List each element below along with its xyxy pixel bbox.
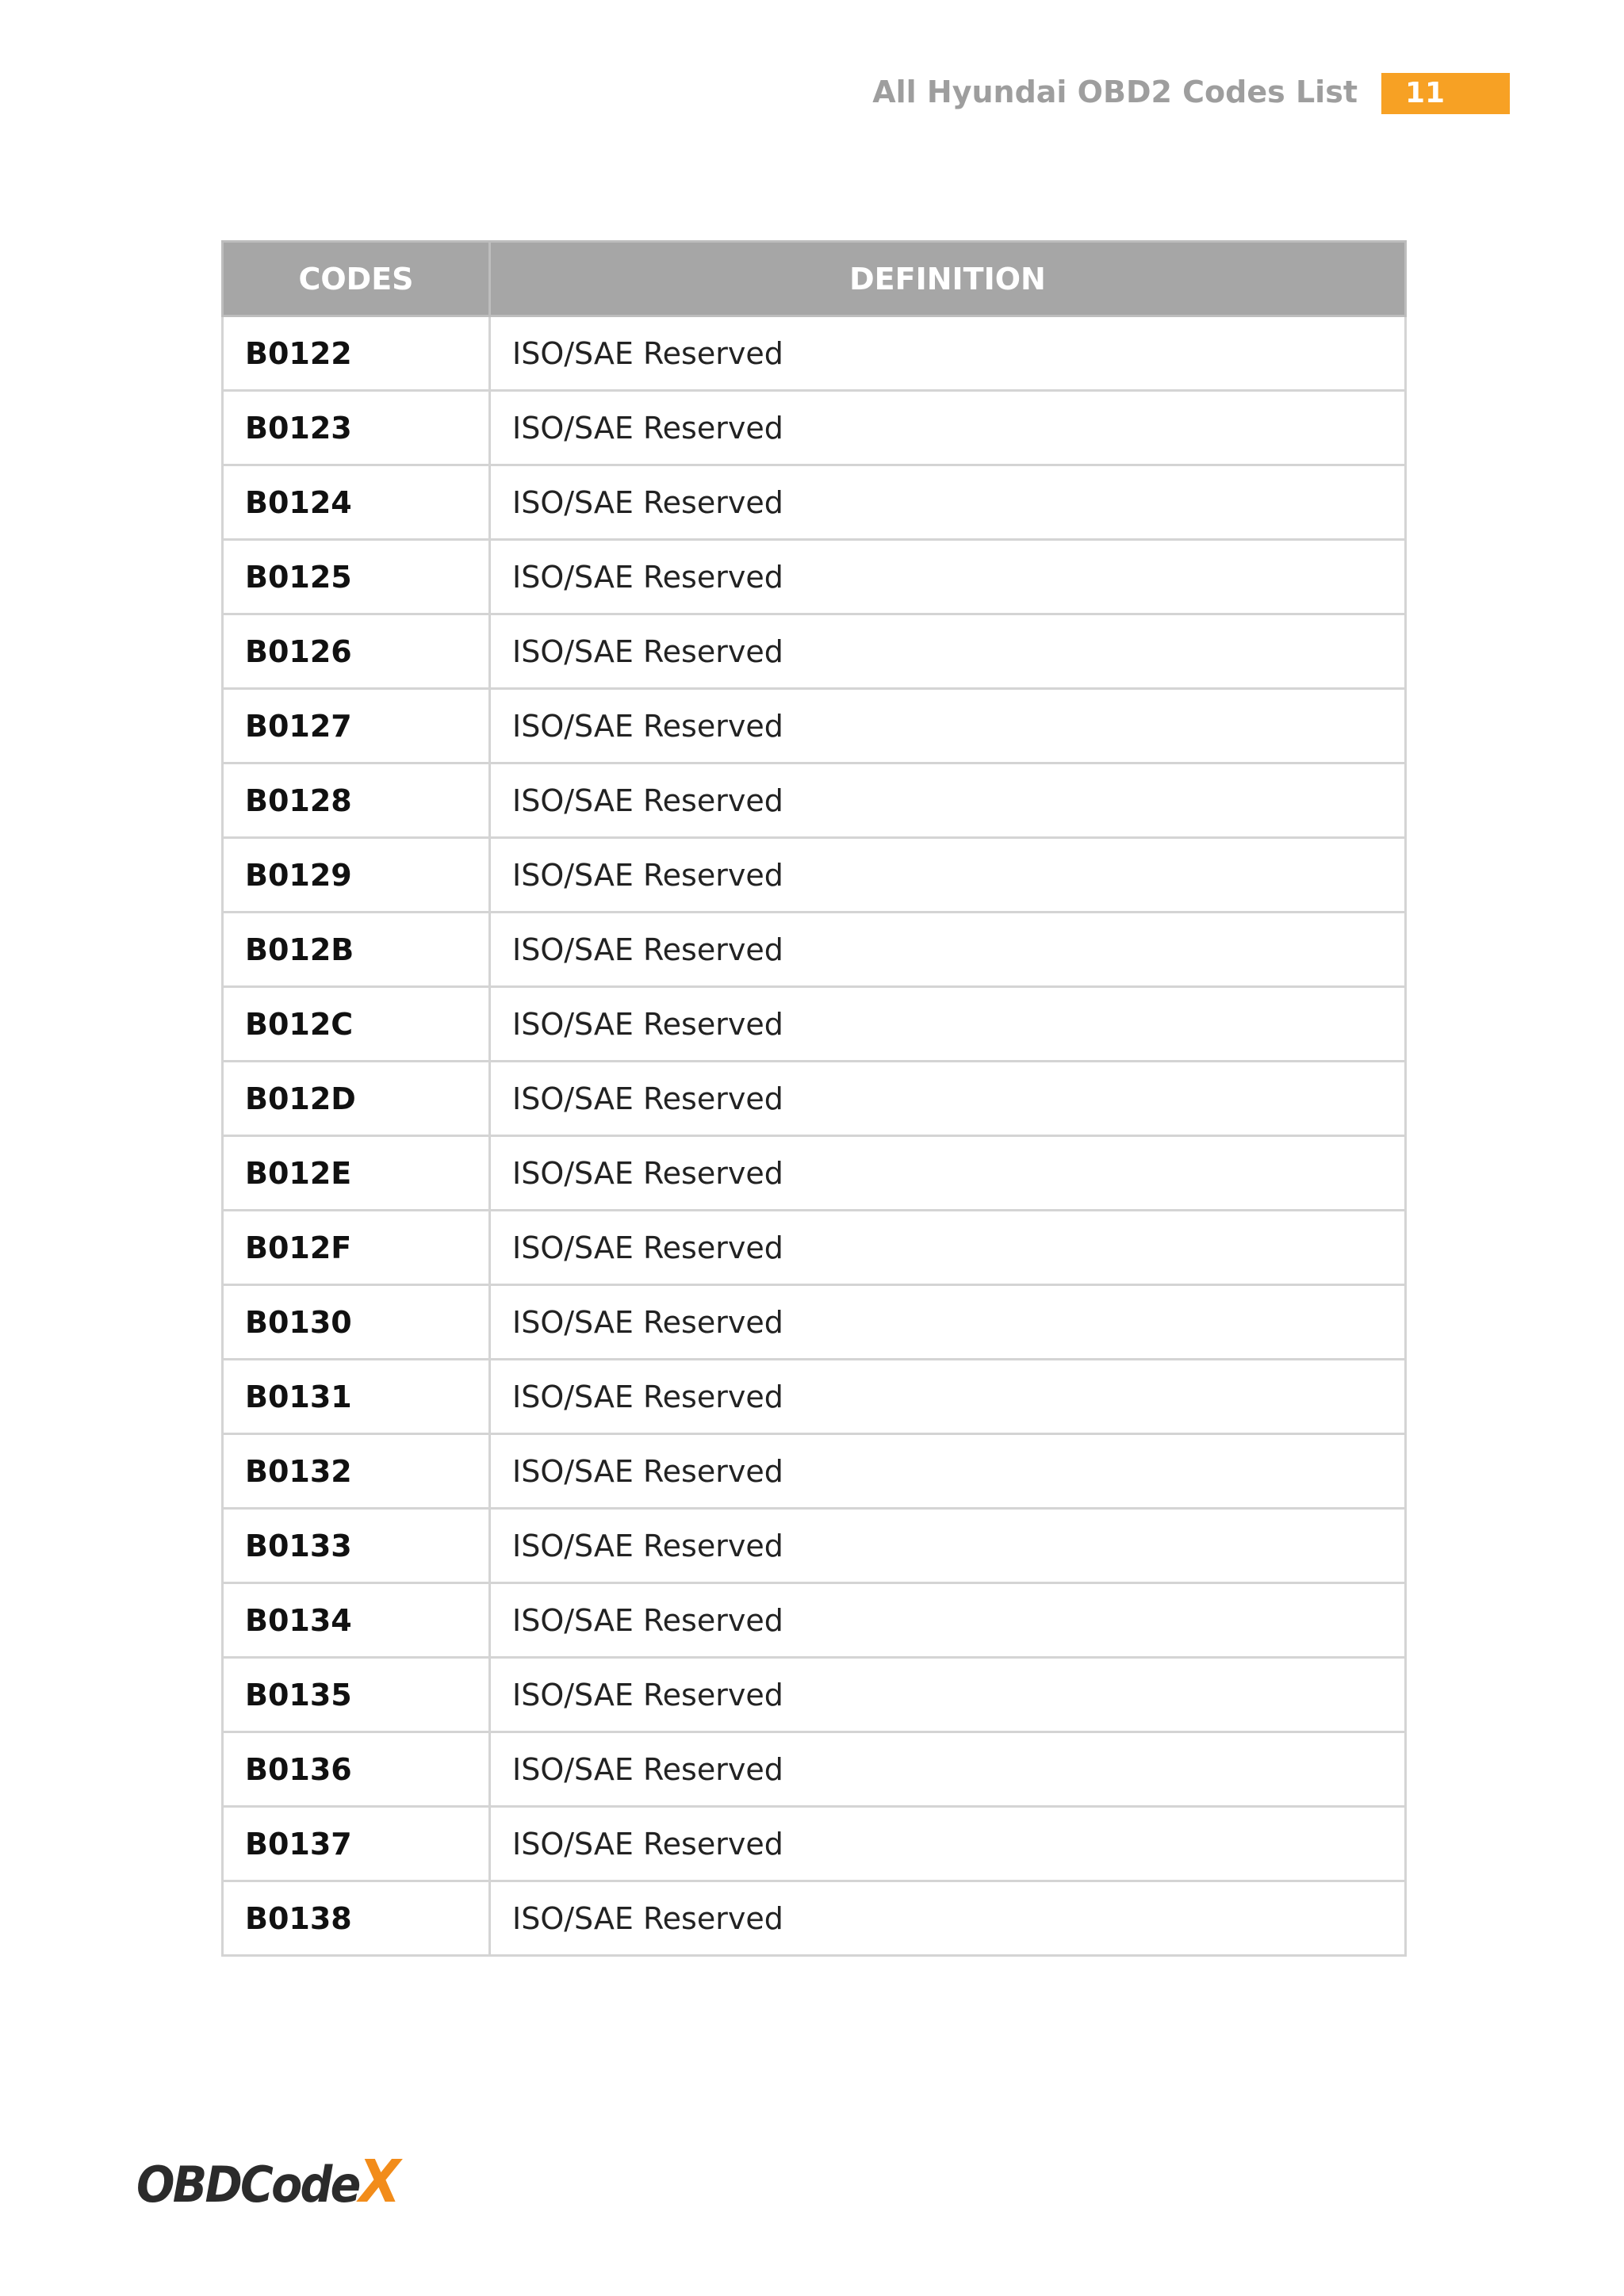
code-cell: B0131 — [223, 1360, 490, 1434]
code-cell: B0137 — [223, 1807, 490, 1881]
definition-cell: ISO/SAE Reserved — [490, 540, 1406, 614]
table-row — [223, 1509, 1406, 1583]
code-cell: B012C — [223, 987, 490, 1062]
definition-cell: ISO/SAE Reserved — [490, 1062, 1406, 1136]
table-row — [223, 1062, 1406, 1136]
table-row — [223, 1881, 1406, 1956]
document-title: All Hyundai OBD2 Codes List — [872, 75, 1358, 109]
code-cell: B0133 — [223, 1509, 490, 1583]
definition-cell: ISO/SAE Reserved — [490, 1509, 1406, 1583]
table-row — [223, 1136, 1406, 1211]
definition-cell: ISO/SAE Reserved — [490, 1285, 1406, 1360]
code-cell: B012D — [223, 1062, 490, 1136]
definition-cell: ISO/SAE Reserved — [490, 1881, 1406, 1956]
definition-cell: ISO/SAE Reserved — [490, 316, 1406, 391]
code-cell: B0135 — [223, 1658, 490, 1732]
table-row — [223, 1211, 1406, 1285]
table-row — [223, 391, 1406, 465]
table-row — [223, 987, 1406, 1062]
definition-cell: ISO/SAE Reserved — [490, 987, 1406, 1062]
code-cell: B012F — [223, 1211, 490, 1285]
code-cell: B0128 — [223, 763, 490, 838]
code-cell: B0126 — [223, 614, 490, 689]
definition-cell: ISO/SAE Reserved — [490, 1136, 1406, 1211]
codes-table — [221, 240, 1407, 1957]
obdcodex-logo — [136, 2148, 399, 2216]
definition-cell: ISO/SAE Reserved — [490, 465, 1406, 540]
table-row — [223, 540, 1406, 614]
code-cell: B0125 — [223, 540, 490, 614]
table-header-row — [223, 242, 1406, 316]
definition-cell: ISO/SAE Reserved — [490, 838, 1406, 913]
code-cell: B0122 — [223, 316, 490, 391]
definition-cell: ISO/SAE Reserved — [490, 763, 1406, 838]
table-row — [223, 1285, 1406, 1360]
code-cell: B012B — [223, 913, 490, 987]
definition-cell: ISO/SAE Reserved — [490, 391, 1406, 465]
code-cell: B0132 — [223, 1434, 490, 1509]
code-cell: B0130 — [223, 1285, 490, 1360]
code-cell: B0124 — [223, 465, 490, 540]
code-cell: B0138 — [223, 1881, 490, 1956]
code-cell: B0123 — [223, 391, 490, 465]
table-row — [223, 838, 1406, 913]
table-row — [223, 913, 1406, 987]
table-row — [223, 316, 1406, 391]
definition-cell: ISO/SAE Reserved — [490, 1434, 1406, 1509]
code-cell: B012E — [223, 1136, 490, 1211]
definition-cell: ISO/SAE Reserved — [490, 1360, 1406, 1434]
logo-main-text: OBDCode — [136, 2156, 359, 2214]
code-cell: B0134 — [223, 1583, 490, 1658]
page-header — [0, 68, 1624, 116]
code-cell: B0129 — [223, 838, 490, 913]
definition-cell: ISO/SAE Reserved — [490, 1658, 1406, 1732]
table-row — [223, 763, 1406, 838]
table-row — [223, 1434, 1406, 1509]
table-row — [223, 614, 1406, 689]
column-header-definition: DEFINITION — [490, 242, 1406, 316]
definition-cell: ISO/SAE Reserved — [490, 614, 1406, 689]
definition-cell: ISO/SAE Reserved — [490, 913, 1406, 987]
table-row — [223, 1658, 1406, 1732]
table-row — [223, 1807, 1406, 1881]
logo-wordmark — [136, 2150, 398, 2217]
table-body — [223, 316, 1406, 1956]
table-row — [223, 689, 1406, 763]
table-row — [223, 1360, 1406, 1434]
definition-cell: ISO/SAE Reserved — [490, 1807, 1406, 1881]
definition-cell: ISO/SAE Reserved — [490, 1732, 1406, 1807]
code-cell: B0136 — [223, 1732, 490, 1807]
table-row — [223, 465, 1406, 540]
page-number-badge: 11 — [1381, 73, 1510, 114]
code-cell: B0127 — [223, 689, 490, 763]
logo-accent-x: X — [358, 2148, 399, 2216]
definition-cell: ISO/SAE Reserved — [490, 1211, 1406, 1285]
table-row — [223, 1732, 1406, 1807]
definition-cell: ISO/SAE Reserved — [490, 689, 1406, 763]
column-header-codes: CODES — [223, 242, 490, 316]
table-row — [223, 1583, 1406, 1658]
definition-cell: ISO/SAE Reserved — [490, 1583, 1406, 1658]
